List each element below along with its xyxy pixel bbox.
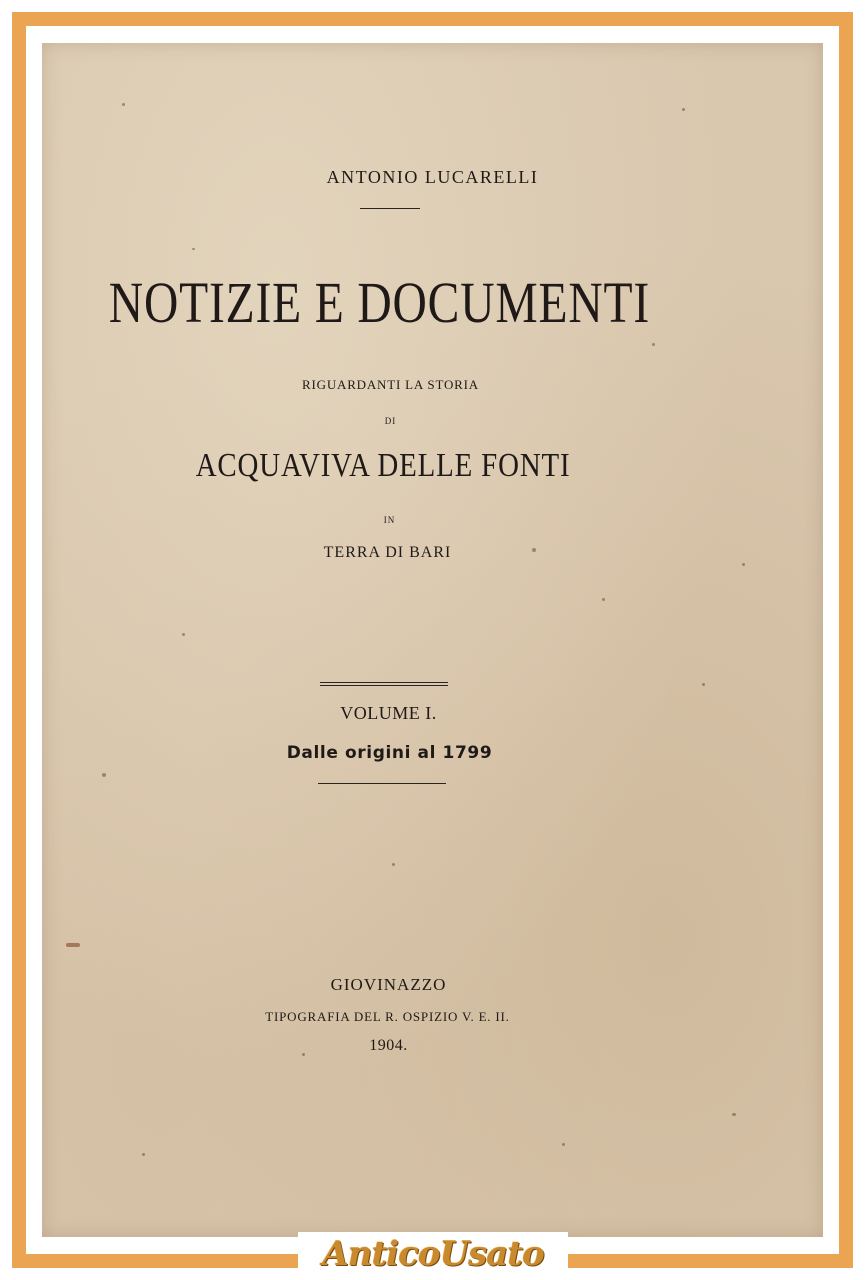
watermark-logo: [298, 1232, 568, 1276]
title-page: [42, 43, 823, 1237]
region-name: TERRA DI BARI: [323, 544, 452, 561]
publisher-city: GIOVINAZZO: [330, 975, 447, 994]
logo-text: AnticoUsato: [322, 1234, 544, 1274]
divider: [360, 208, 420, 209]
subtitle-line: RIGUARDANTI LA STORIA: [302, 377, 479, 392]
book-title: NOTIZIE E DOCUMENTI: [108, 270, 651, 335]
divider: [320, 682, 448, 686]
divider: [318, 783, 446, 784]
place-title: ACQUAVIVA DELLE FONTI: [195, 447, 571, 484]
publisher-name: TIPOGRAFIA DEL R. OSPIZIO V. E. II.: [265, 1009, 510, 1024]
volume-subtitle: Dalle origini al 1799: [286, 743, 493, 763]
volume-label: VOLUME I.: [340, 703, 437, 723]
subtitle-connector: DI: [384, 416, 397, 426]
publication-year: 1904.: [369, 1037, 408, 1054]
author-name: ANTONIO LUCARELLI: [326, 167, 539, 187]
subtitle-connector: IN: [383, 515, 396, 525]
